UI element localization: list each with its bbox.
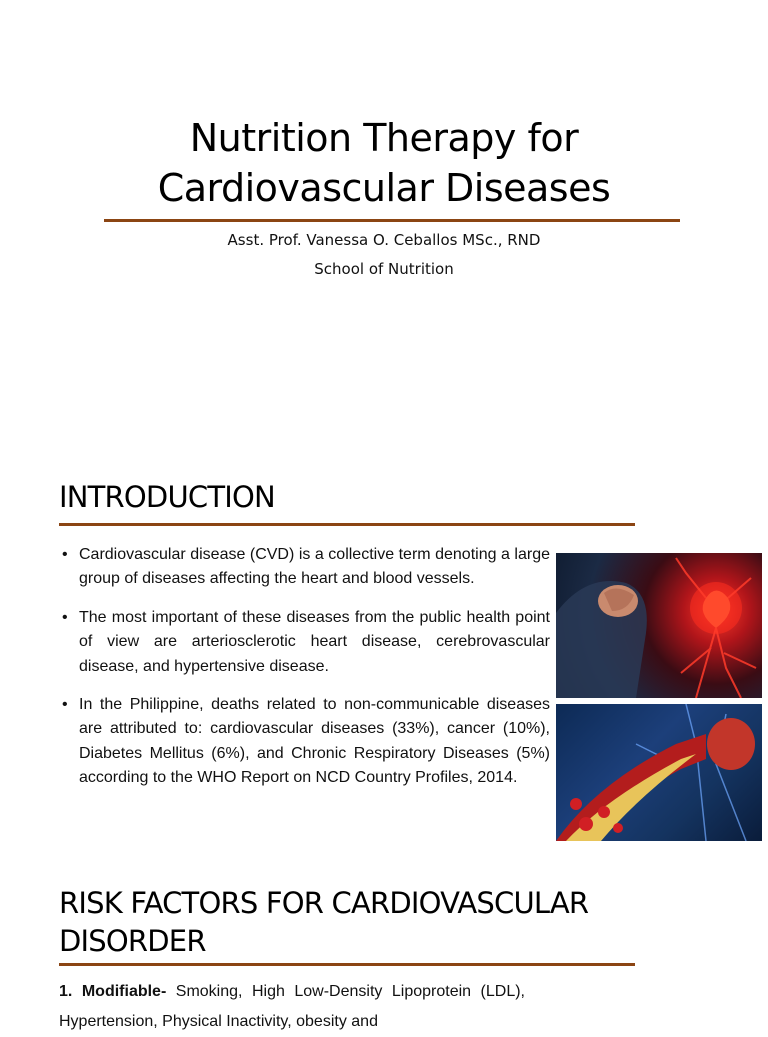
title-line-2: Cardiovascular Diseases bbox=[157, 166, 611, 210]
risk-factors-heading bbox=[59, 884, 588, 960]
title-divider bbox=[104, 219, 680, 222]
title-line-1: Nutrition Therapy for bbox=[189, 116, 579, 160]
risk-number: 1. bbox=[59, 983, 73, 1000]
risk-term: Modifiable- bbox=[81, 983, 167, 1000]
bullet-dot: • bbox=[62, 696, 68, 714]
author-name: Asst. Prof. Vanessa O. Ceballos MSc., RND bbox=[227, 231, 541, 249]
bullet-text: The most important of these diseases from the public health point of view are arteriosclerotic heart disease, cerebrovascular disease, and hypertensive disease. bbox=[79, 608, 550, 675]
risk-factors-heading-line-1: RISK FACTORS FOR CARDIOVASCULAR bbox=[59, 886, 589, 920]
bullet-item bbox=[62, 693, 550, 791]
risk-factor-list bbox=[59, 977, 525, 1037]
bullet-dot: • bbox=[62, 546, 68, 563]
bullet-item bbox=[62, 543, 550, 592]
slide-title bbox=[0, 113, 768, 213]
risk-text: Smoking, High Low-Density Lipoprotein (LDL), Hypertension, Physical Inactivity, obesity and bbox=[59, 983, 525, 1030]
artery-plaque-illustration bbox=[556, 704, 762, 841]
heart-icon bbox=[556, 553, 762, 698]
bullet-item bbox=[62, 606, 550, 679]
school-name: School of Nutrition bbox=[314, 260, 454, 278]
artery-icon bbox=[556, 704, 762, 841]
risk-factors-divider bbox=[59, 963, 635, 966]
list-item bbox=[59, 977, 525, 1037]
bullet-text: Cardiovascular disease (CVD) is a collective term denoting a large group of diseases affecting the heart and blood vessels. bbox=[79, 546, 550, 588]
introduction-heading: INTRODUCTION bbox=[59, 480, 275, 514]
heart-pain-illustration bbox=[556, 553, 762, 698]
bullet-text: In the Philippine, deaths related to non-communicable diseases are attributed to: cardiovascular diseases (33%), cancer (10%), Diabetes Mellitus (6%), and Chronic Respiratory Diseases (5%) according to the WHO Report on NCD Country Profiles, 2014. bbox=[79, 696, 550, 787]
risk-factors-heading-line-2: DISORDER bbox=[59, 924, 206, 958]
introduction-bullets bbox=[62, 543, 550, 805]
introduction-divider bbox=[59, 523, 635, 526]
bullet-dot: • bbox=[62, 608, 68, 626]
